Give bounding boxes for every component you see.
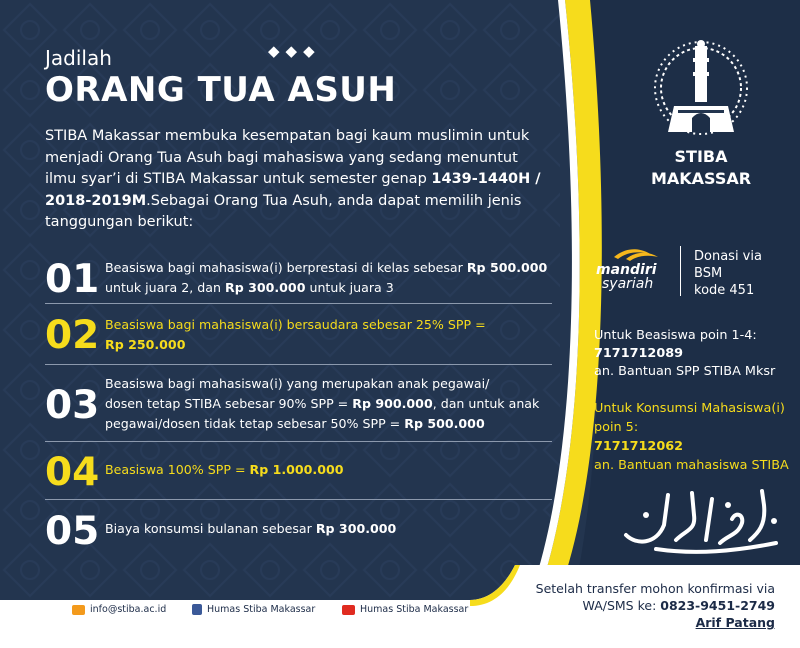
item-text: Beasiswa bagi mahasiswa(i) berprestasi di kelas sebesar: [105, 260, 467, 275]
divider: [45, 499, 552, 500]
divider: [45, 303, 552, 304]
list-item: [45, 257, 552, 302]
intro-text-1: STIBA Makassar membuka kesempatan bagi kaum muslimin untuk menjadi Orang Tua Asuh bagi mahasiswa yang sedang menuntut ilmu syar’i di STIBA Makassar untuk semester genap: [45, 128, 530, 187]
arabic-calligraphy-image: [616, 485, 786, 555]
divider: [45, 441, 552, 442]
item-number: 01: [45, 257, 100, 302]
account-scholarship: [594, 327, 775, 381]
item-amount: Rp 300.000: [315, 521, 397, 536]
youtube-contact[interactable]: [342, 604, 468, 615]
item-text: Beasiswa 100% SPP =: [105, 462, 250, 477]
item-number: 03: [45, 383, 100, 428]
account-label: poin 5:: [594, 420, 639, 435]
account-number: 7171712089: [594, 346, 684, 361]
item-amount: Rp 300.000: [225, 280, 306, 295]
item-description: [105, 374, 539, 434]
intro-paragraph: [45, 126, 550, 234]
bank-brand: mandiri: [596, 262, 657, 278]
institution-name: [626, 146, 776, 190]
list-item: [45, 313, 552, 358]
item-amount: Rp 500.000: [466, 260, 548, 275]
institution-name-line1: STIBA: [674, 147, 728, 166]
list-item: [45, 509, 552, 554]
donation-info: [694, 248, 762, 299]
item-amount: Rp 250.000: [105, 337, 186, 352]
item-text: dosen tetap STIBA sebesar 90% SPP =: [105, 396, 353, 411]
account-name: an. Bantuan SPP STIBA Mksr: [594, 364, 776, 379]
facebook-text: Humas Stiba Makassar: [207, 604, 316, 615]
item-text: Biaya konsumsi bulanan sebesar: [105, 521, 316, 536]
item-number: 05: [45, 509, 100, 554]
page-title: ORANG TUA ASUH: [45, 70, 397, 110]
decorative-diamonds: ◆◆◆: [268, 42, 321, 60]
item-amount: Rp 500.000: [404, 416, 485, 431]
stiba-logo-icon: [650, 36, 752, 140]
item-amount: Rp 1.000.000: [249, 462, 344, 477]
mail-icon: [72, 605, 85, 615]
contact-name[interactable]: Arif Patang: [695, 615, 775, 630]
email-text: info@stiba.ac.id: [90, 604, 167, 615]
bank-brand-sub: syariah: [602, 276, 654, 292]
item-description: [105, 460, 344, 480]
account-name: an. Bantuan mahasiswa STIBA: [594, 458, 789, 473]
divider: [680, 246, 681, 296]
confirmation-note: [505, 580, 775, 631]
donation-line: BSM: [694, 266, 723, 281]
list-item: [45, 374, 552, 434]
item-text: , dan untuk anak: [432, 396, 540, 411]
item-number: 04: [45, 450, 100, 495]
contact-phone: 0823-9451-2749: [660, 598, 775, 613]
youtube-text: Humas Stiba Makassar: [360, 604, 469, 615]
confirmation-line: Setelah transfer mohon konfirmasi via: [535, 581, 775, 596]
intro-text-2: .Sebagai Orang Tua Asuh, anda dapat memilih jenis tanggungan berikut:: [45, 192, 522, 230]
item-text: pegawai/dosen tidak tetap sebesar 50% SPP =: [105, 416, 405, 431]
divider: [45, 364, 552, 365]
institution-name-line2: MAKASSAR: [650, 169, 752, 188]
intro-semester: 1439-1440H / 2018-2019M: [45, 171, 541, 209]
item-description: [105, 258, 547, 298]
item-text: untuk juara 2, dan: [105, 280, 225, 295]
account-label: Untuk Beasiswa poin 1-4:: [594, 328, 757, 343]
item-number: 02: [45, 313, 100, 358]
item-amount: Rp 900.000: [352, 396, 433, 411]
item-text: untuk juara 3: [305, 280, 394, 295]
account-label: Untuk Konsumsi Mahasiswa(i): [594, 401, 785, 416]
account-consumption: [594, 399, 789, 475]
item-description: [105, 315, 486, 355]
account-number: 7171712062: [594, 439, 684, 454]
pretitle: Jadilah: [45, 46, 112, 70]
item-description: [105, 519, 396, 539]
youtube-icon: [342, 605, 355, 615]
facebook-contact[interactable]: [192, 604, 315, 615]
list-item: [45, 450, 552, 495]
donation-line: kode 451: [694, 283, 755, 298]
item-text: Beasiswa bagi mahasiswa(i) bersaudara sebesar 25% SPP =: [105, 317, 486, 332]
facebook-icon: [192, 604, 202, 615]
donation-line: Donasi via: [694, 249, 762, 264]
item-text: Beasiswa bagi mahasiswa(i) yang merupakan anak pegawai/: [105, 376, 490, 391]
confirmation-line: WA/SMS ke:: [582, 598, 661, 613]
email-contact[interactable]: [72, 604, 166, 615]
